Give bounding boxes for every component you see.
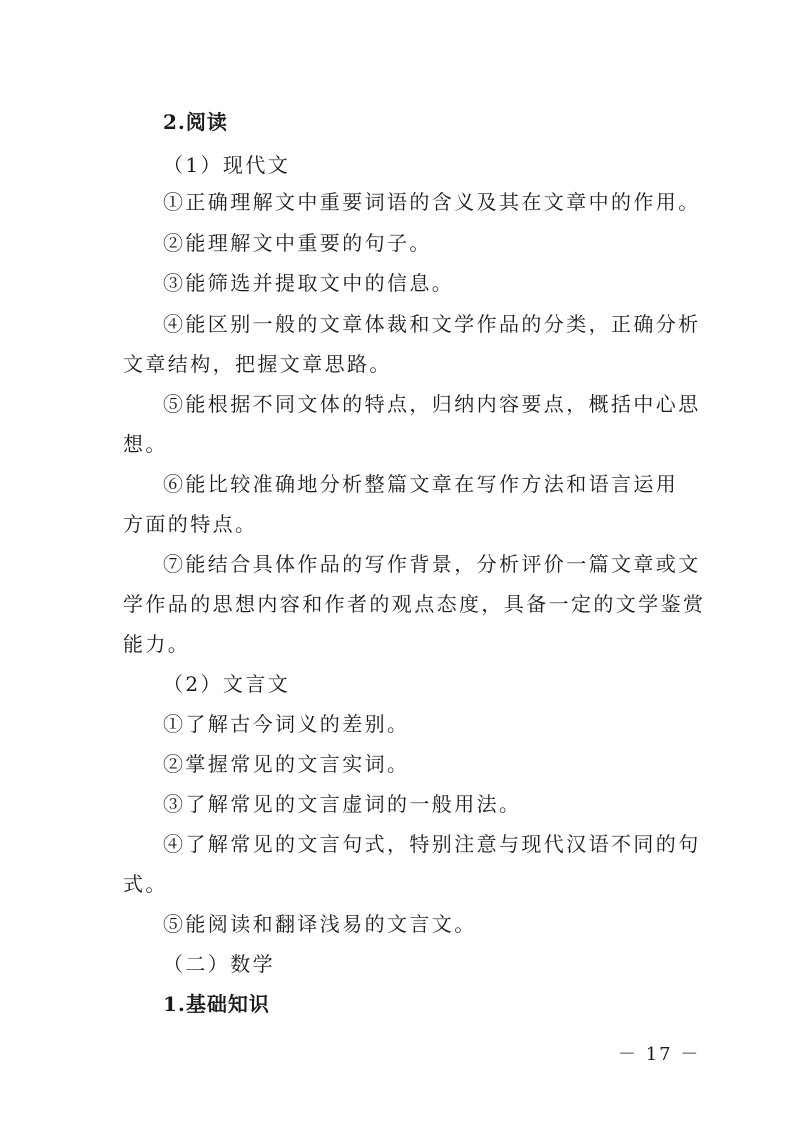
modern-item-7: ⑦能结合具体作品的写作背景，分析评价一篇文章或文 (163, 552, 701, 576)
modern-item-7-cont: 学作品的思想内容和作者的观点态度，具备一定的文学鉴赏 (123, 592, 706, 616)
heading-reading: 2.阅读 (163, 110, 228, 134)
modern-item-5-cont: 想。 (123, 432, 168, 456)
modern-item-4-cont: 文章结构，把握文章思路。 (123, 352, 392, 376)
classical-item-1: ①了解古今词义的差别。 (163, 712, 410, 736)
heading-basic-knowledge: 1.基础知识 (163, 992, 270, 1016)
page-number: － 17 － (618, 1044, 701, 1065)
modern-item-2: ②能理解文中重要的句子。 (163, 231, 432, 255)
modern-item-5: ⑤能根据不同文体的特点，归纳内容要点，概括中心思 (163, 392, 701, 416)
classical-item-2: ②掌握常见的文言实词。 (163, 752, 410, 776)
modern-item-6-cont: 方面的特点。 (123, 512, 258, 536)
classical-item-3: ③了解常见的文言虚词的一般用法。 (163, 792, 522, 816)
modern-item-3: ③能筛选并提取文中的信息。 (163, 271, 455, 295)
classical-item-4-cont: 式。 (123, 872, 168, 896)
modern-item-7-cont-2: 能力。 (123, 632, 191, 656)
modern-item-4: ④能区别一般的文章体裁和文学作品的分类，正确分析 (163, 312, 701, 336)
classical-item-5: ⑤能阅读和翻译浅易的文言文。 (163, 912, 477, 936)
modern-item-1: ①正确理解文中重要词语的含义及其在文章中的作用。 (163, 190, 701, 214)
subheading-classical-text: （2）文言文 (163, 672, 291, 696)
section-math: （二）数学 (163, 952, 275, 976)
classical-item-4: ④了解常见的文言句式，特别注意与现代汉语不同的句 (163, 832, 701, 856)
modern-item-6: ⑥能比较准确地分析整篇文章在写作方法和语言运用 (163, 472, 679, 496)
subheading-modern-text: （1）现代文 (163, 153, 291, 177)
